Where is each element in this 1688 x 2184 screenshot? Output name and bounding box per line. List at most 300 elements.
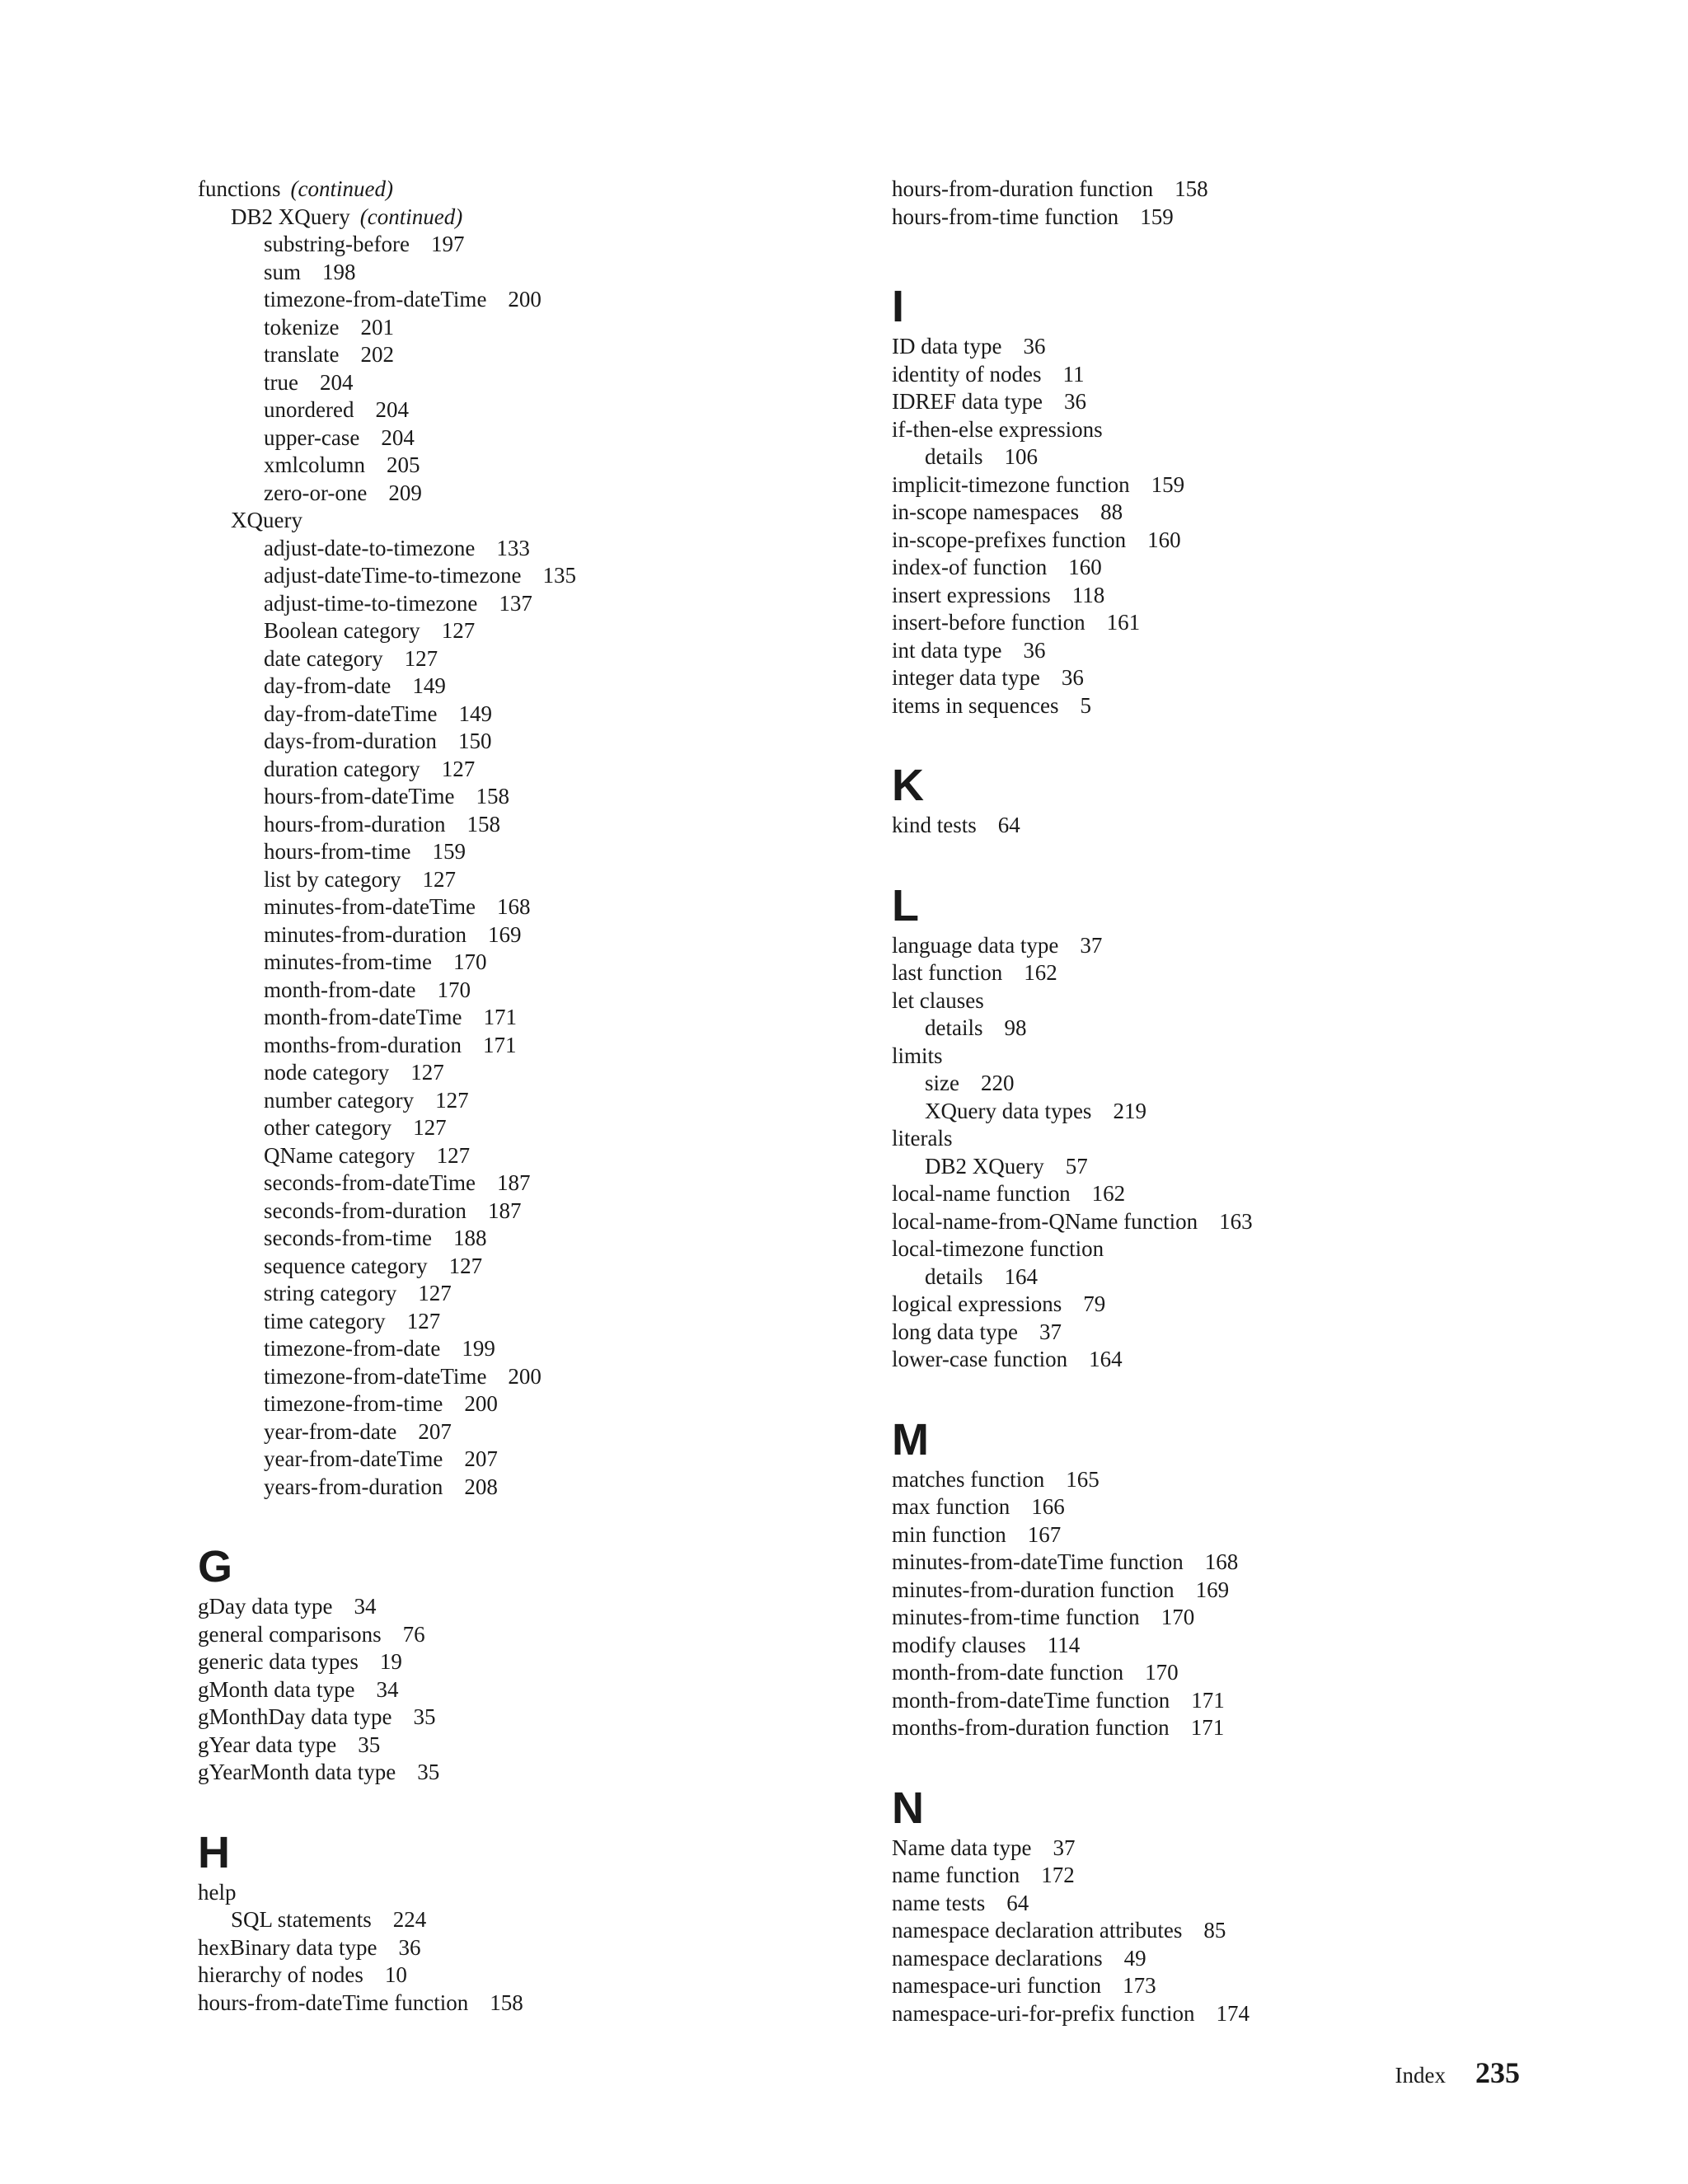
index-section-letter: L [892,880,919,930]
page-reference: 11 [1062,361,1085,387]
page-reference: 127 [441,618,476,643]
index-entry [198,1961,874,1990]
index-term: month-from-dateTime function [892,1687,1170,1713]
page-reference: 171 [1190,1715,1225,1740]
index-subentry [892,1153,1568,1181]
index-entry [892,1125,1568,1153]
page-reference: 133 [496,535,530,560]
index-entry [892,1945,1568,1973]
index-term: matches function [892,1466,1045,1492]
page-reference: 36 [1023,334,1046,359]
page-reference: 165 [1066,1466,1100,1492]
page-reference: 202 [360,342,394,367]
index-term: local-timezone function [892,1236,1104,1261]
page-reference: 37 [1039,1319,1062,1344]
page-reference: 36 [398,1934,421,1960]
page-reference: 171 [482,1032,517,1057]
page-reference: 197 [430,232,465,256]
index-column-right [892,176,1568,2027]
index-term: time category [264,1308,386,1333]
index-entry [892,388,1568,416]
index-term: min function [892,1521,1006,1547]
index-term: translate [264,342,340,367]
index-term: SQL statements [231,1907,372,1932]
index-subentry [198,1004,874,1032]
index-entry [198,1676,874,1704]
index-term: timezone-from-time [264,1391,443,1416]
index-entry [198,1990,874,2018]
index-subentry [198,1335,874,1363]
index-term: long data type [892,1319,1018,1344]
index-subentry [198,1474,874,1502]
page-reference: 219 [1113,1098,1146,1123]
index-entry [198,1621,874,1649]
index-subentry [198,452,874,480]
index-term: day-from-dateTime [264,701,438,726]
index-term: items in sequences [892,692,1059,718]
index-entry [892,1917,1568,1945]
index-subentry [198,1390,874,1418]
index-subentry [892,1263,1568,1291]
page-reference: 200 [508,287,542,312]
index-subentry [198,1906,874,1934]
index-entry [892,1346,1568,1374]
index-term: upper-case [264,424,360,450]
index-entry [892,1291,1568,1319]
index-entry [892,1862,1568,1890]
index-subentry [198,204,874,232]
index-entry [892,1319,1568,1347]
page-reference: 37 [1053,1835,1076,1860]
page-reference: 204 [375,397,409,422]
index-subentry [198,1363,874,1391]
index-term: hours-from-duration function [892,176,1154,201]
index-term: name tests [892,1890,986,1915]
index-term: in-scope namespaces [892,499,1080,524]
index-subentry [198,1253,874,1281]
index-subentry [892,443,1568,471]
index-term: hours-from-time function [892,204,1119,229]
index-term: namespace declarations [892,1945,1103,1971]
index-section-letter: K [892,761,924,810]
index-term: minutes-from-time [264,949,432,974]
page-reference: 57 [1065,1153,1088,1179]
page-reference: 162 [1091,1181,1126,1206]
index-term: language data type [892,932,1059,958]
index-term: minutes-from-dateTime function [892,1549,1184,1574]
index-term: adjust-time-to-timezone [264,590,478,616]
index-entry [892,333,1568,361]
page-reference: 149 [412,673,446,698]
index-entry [198,1759,874,1787]
index-entry [892,692,1568,720]
page-reference: 164 [1089,1347,1123,1371]
index-term: adjust-dateTime-to-timezone [264,563,522,588]
page-reference: 159 [432,839,466,864]
page-reference: 164 [1004,1263,1038,1289]
index-subentry [198,1032,874,1060]
index-subentry [198,1142,874,1170]
index-entry [892,1466,1568,1494]
index-subentry [198,921,874,949]
index-term: minutes-from-duration [264,921,467,947]
page-reference: 167 [1027,1521,1062,1547]
index-entry [892,1972,1568,2000]
index-term: sequence category [264,1253,428,1278]
footer-section-label: Index [1395,2063,1446,2088]
index-entry [892,1659,1568,1687]
index-subentry [198,507,874,535]
index-term: limits [892,1043,943,1068]
index-subentry [198,811,874,839]
index-subentry [198,231,874,259]
index-entry [892,1493,1568,1521]
page-reference: 170 [437,977,471,1002]
page-reference: 35 [358,1732,381,1757]
index-subentry [198,341,874,369]
index-subentry [198,1418,874,1446]
index-section-letter: M [892,1414,929,1465]
index-term: Name data type [892,1835,1032,1860]
page-reference: 158 [490,1990,523,2015]
index-term: other category [264,1115,392,1140]
index-subentry [198,369,874,397]
index-subentry [198,1308,874,1336]
index-term: QName category [264,1142,415,1168]
index-term: duration category [264,756,420,781]
index-term: months-from-duration [264,1032,462,1057]
page-reference: 135 [542,563,576,588]
index-term: number category [264,1087,415,1113]
index-section-letter: N [892,1783,924,1833]
page-reference: 37 [1080,932,1103,958]
continued-note: (continued) [359,204,463,229]
index-entry [892,932,1568,960]
index-term: unordered [264,397,354,422]
page-reference: 127 [422,866,456,892]
index-entry [892,2000,1568,2028]
index-term: day-from-date [264,673,392,698]
index-term: months-from-duration function [892,1715,1170,1740]
page-reference: 207 [464,1446,498,1471]
page-reference: 198 [322,259,356,284]
index-term: gYearMonth data type [198,1760,396,1784]
page-reference: 118 [1071,582,1105,607]
index-term: timezone-from-date [264,1336,441,1361]
index-entry [892,1043,1568,1071]
index-entry [198,1704,874,1732]
page-reference: 127 [435,1087,469,1113]
page-reference: 64 [1006,1890,1029,1915]
index-section-letter: I [892,282,905,331]
page-reference: 76 [402,1621,425,1647]
index-term: list by category [264,866,401,892]
index-entry [892,959,1568,987]
page-reference: 106 [1004,444,1038,469]
page-reference: 174 [1216,2000,1250,2026]
index-term: insert-before function [892,610,1085,635]
index-entry [892,1687,1568,1715]
index-term: details [925,1015,983,1040]
index-term: hours-from-dateTime function [198,1990,469,2015]
index-subentry [198,1197,874,1226]
index-entry [892,416,1568,444]
index-term: year-from-dateTime [264,1446,443,1471]
index-term: timezone-from-dateTime [264,287,487,312]
index-subentry [198,728,874,756]
page-reference: 127 [413,1115,447,1140]
index-term: implicit-timezone function [892,471,1130,497]
index-term: details [925,444,983,469]
index-term: month-from-date [264,977,416,1002]
page-reference: 64 [997,813,1020,837]
index-term: minutes-from-duration function [892,1577,1175,1602]
page-reference: 10 [384,1962,407,1987]
index-subentry [198,673,874,701]
page-reference: 127 [418,1281,452,1305]
index-column-left [198,176,874,2017]
index-subentry [892,1070,1568,1098]
index-term: kind tests [892,813,977,837]
index-term: adjust-date-to-timezone [264,535,476,560]
index-subentry [198,617,874,645]
index-term: literals [892,1126,953,1151]
index-term: general comparisons [198,1621,382,1647]
page-reference: 85 [1203,1918,1226,1943]
index-term: hours-from-dateTime [264,784,455,808]
index-subentry [198,535,874,563]
index-subentry [198,590,874,618]
page-reference: 159 [1140,204,1174,229]
page-reference: 187 [487,1197,522,1223]
index-term: IDREF data type [892,389,1043,414]
index-subentry [892,1015,1568,1043]
index-subentry [198,1087,874,1115]
index-subentry [198,1169,874,1197]
page-reference: 162 [1024,960,1057,985]
page-reference: 79 [1083,1291,1106,1316]
page-reference: 127 [404,645,438,671]
index-entry [892,471,1568,499]
page-reference: 98 [1004,1015,1027,1040]
index-entry [892,499,1568,527]
index-entry [892,609,1568,637]
index-term: substring-before [264,232,410,256]
page-reference: 5 [1080,692,1091,718]
index-term: true [264,369,298,395]
page-reference: 170 [1145,1660,1179,1685]
page-reference: 166 [1031,1494,1065,1519]
index-entry [198,1879,874,1907]
index-term: xmlcolumn [264,452,365,477]
page-reference: 127 [410,1060,444,1085]
index-term: month-from-date function [892,1660,1124,1685]
index-entry [198,1648,874,1676]
index-entry [892,1890,1568,1918]
index-term: lower-case function [892,1347,1068,1371]
page-reference: 35 [413,1704,436,1729]
index-term: if-then-else expressions [892,416,1103,442]
page-reference: 169 [1195,1577,1230,1602]
index-subentry [198,783,874,811]
index-entry [892,1235,1568,1263]
index-subentry [198,1059,874,1087]
page-reference: 127 [436,1142,471,1168]
index-term: hours-from-time [264,839,411,864]
index-term: generic data types [198,1649,359,1674]
index-term: tokenize [264,314,340,340]
index-section-letter: G [198,1542,233,1591]
index-subentry [198,562,874,590]
index-term: DB2 XQuery [925,1153,1044,1179]
index-subentry [198,1225,874,1253]
page-reference: 168 [496,894,531,919]
index-term: functions [198,176,281,201]
index-term: Boolean category [264,618,420,643]
index-subentry [198,1114,874,1142]
index-term: hours-from-duration [264,811,446,837]
page-reference: 158 [1175,176,1208,201]
index-subentry [198,977,874,1005]
index-term: sum [264,259,302,284]
index-entry [892,637,1568,665]
index-term: zero-or-one [264,480,368,505]
index-term: identity of nodes [892,361,1042,387]
continued-note: (continued) [290,176,393,201]
index-term: seconds-from-duration [264,1197,467,1223]
page-reference: 201 [360,314,394,340]
index-subentry [198,1446,874,1474]
index-subentry [198,286,874,314]
index-subentry [198,396,874,424]
index-subentry [198,424,874,452]
index-term: XQuery [231,508,302,532]
index-term: month-from-dateTime [264,1005,462,1029]
page-reference: 207 [418,1418,452,1444]
index-term: gMonthDay data type [198,1704,392,1729]
index-entry [892,582,1568,610]
index-term: hexBinary data type [198,1934,377,1960]
index-entry [892,1180,1568,1208]
page-reference: 170 [1160,1605,1195,1629]
page-reference: 114 [1047,1632,1081,1657]
index-term: size [925,1071,959,1095]
index-term: timezone-from-dateTime [264,1363,487,1389]
index-term: seconds-from-dateTime [264,1170,476,1195]
index-term: details [925,1263,983,1289]
page-reference: 159 [1151,471,1185,497]
index-term: XQuery data types [925,1098,1092,1123]
index-entry [892,1714,1568,1742]
page-reference: 209 [388,480,422,505]
index-entry [892,527,1568,555]
index-term: gMonth data type [198,1676,355,1702]
page-reference: 188 [452,1226,487,1250]
index-term: hierarchy of nodes [198,1962,363,1987]
page-reference: 187 [496,1170,531,1195]
index-section-letter: H [198,1827,230,1877]
index-entry [198,176,874,204]
index-term: logical expressions [892,1291,1062,1316]
index-subentry [198,259,874,287]
index-term: year-from-date [264,1418,397,1444]
index-term: days-from-duration [264,729,437,753]
index-entry [892,176,1568,204]
index-entry [892,361,1568,389]
page-reference: 158 [476,784,509,808]
page-reference: 161 [1106,610,1141,635]
index-entry [892,1521,1568,1549]
index-subentry [198,1280,874,1308]
page-reference: 168 [1204,1549,1239,1574]
page-reference: 158 [467,811,500,837]
page-reference: 204 [319,369,354,395]
page-reference: 19 [379,1649,402,1674]
index-subentry [198,314,874,342]
page-reference: 200 [508,1363,542,1389]
page-reference: 127 [406,1308,441,1333]
index-subentry [892,1098,1568,1126]
index-entry [198,1732,874,1760]
index-term: modify clauses [892,1632,1026,1657]
page-reference: 224 [392,1907,427,1932]
index-entry [892,664,1568,692]
index-term: help [198,1879,237,1905]
index-term: index-of function [892,555,1048,579]
page-reference: 163 [1219,1208,1253,1234]
page-reference: 205 [387,452,420,477]
index-term: namespace declaration attributes [892,1918,1183,1943]
index-term: last function [892,960,1003,985]
footer-page-number: 235 [1475,2056,1520,2089]
index-term: DB2 XQuery [231,204,350,229]
page-reference: 171 [483,1005,517,1029]
index-subentry [198,480,874,508]
index-entry [198,1593,874,1621]
page-footer [1395,2055,1520,2090]
index-entry [892,1632,1568,1660]
index-entry [892,1208,1568,1236]
index-term: date category [264,645,383,671]
index-subentry [198,893,874,921]
index-term: local-name-from-QName function [892,1208,1198,1234]
index-subentry [198,838,874,866]
index-subentry [198,645,874,673]
index-subentry [198,949,874,977]
index-term: max function [892,1494,1010,1519]
index-term: node category [264,1060,390,1085]
index-term: string category [264,1281,397,1305]
page-reference: 169 [487,921,522,947]
index-term: let clauses [892,987,984,1013]
page-reference: 160 [1147,527,1181,552]
page-reference: 36 [1061,665,1084,690]
index-term: insert expressions [892,582,1051,607]
page-reference: 35 [417,1760,440,1784]
index-entry [892,812,1568,840]
page-reference: 49 [1123,1945,1146,1971]
index-term: name function [892,1863,1020,1887]
index-entry [892,1604,1568,1632]
index-term: gDay data type [198,1594,333,1619]
index-term: years-from-duration [264,1474,443,1499]
page-reference: 208 [464,1474,498,1499]
index-entry [892,1549,1568,1577]
page-reference: 200 [464,1391,498,1416]
page-reference: 34 [354,1594,377,1619]
page-reference: 150 [457,729,492,753]
index-term: in-scope-prefixes function [892,527,1127,552]
